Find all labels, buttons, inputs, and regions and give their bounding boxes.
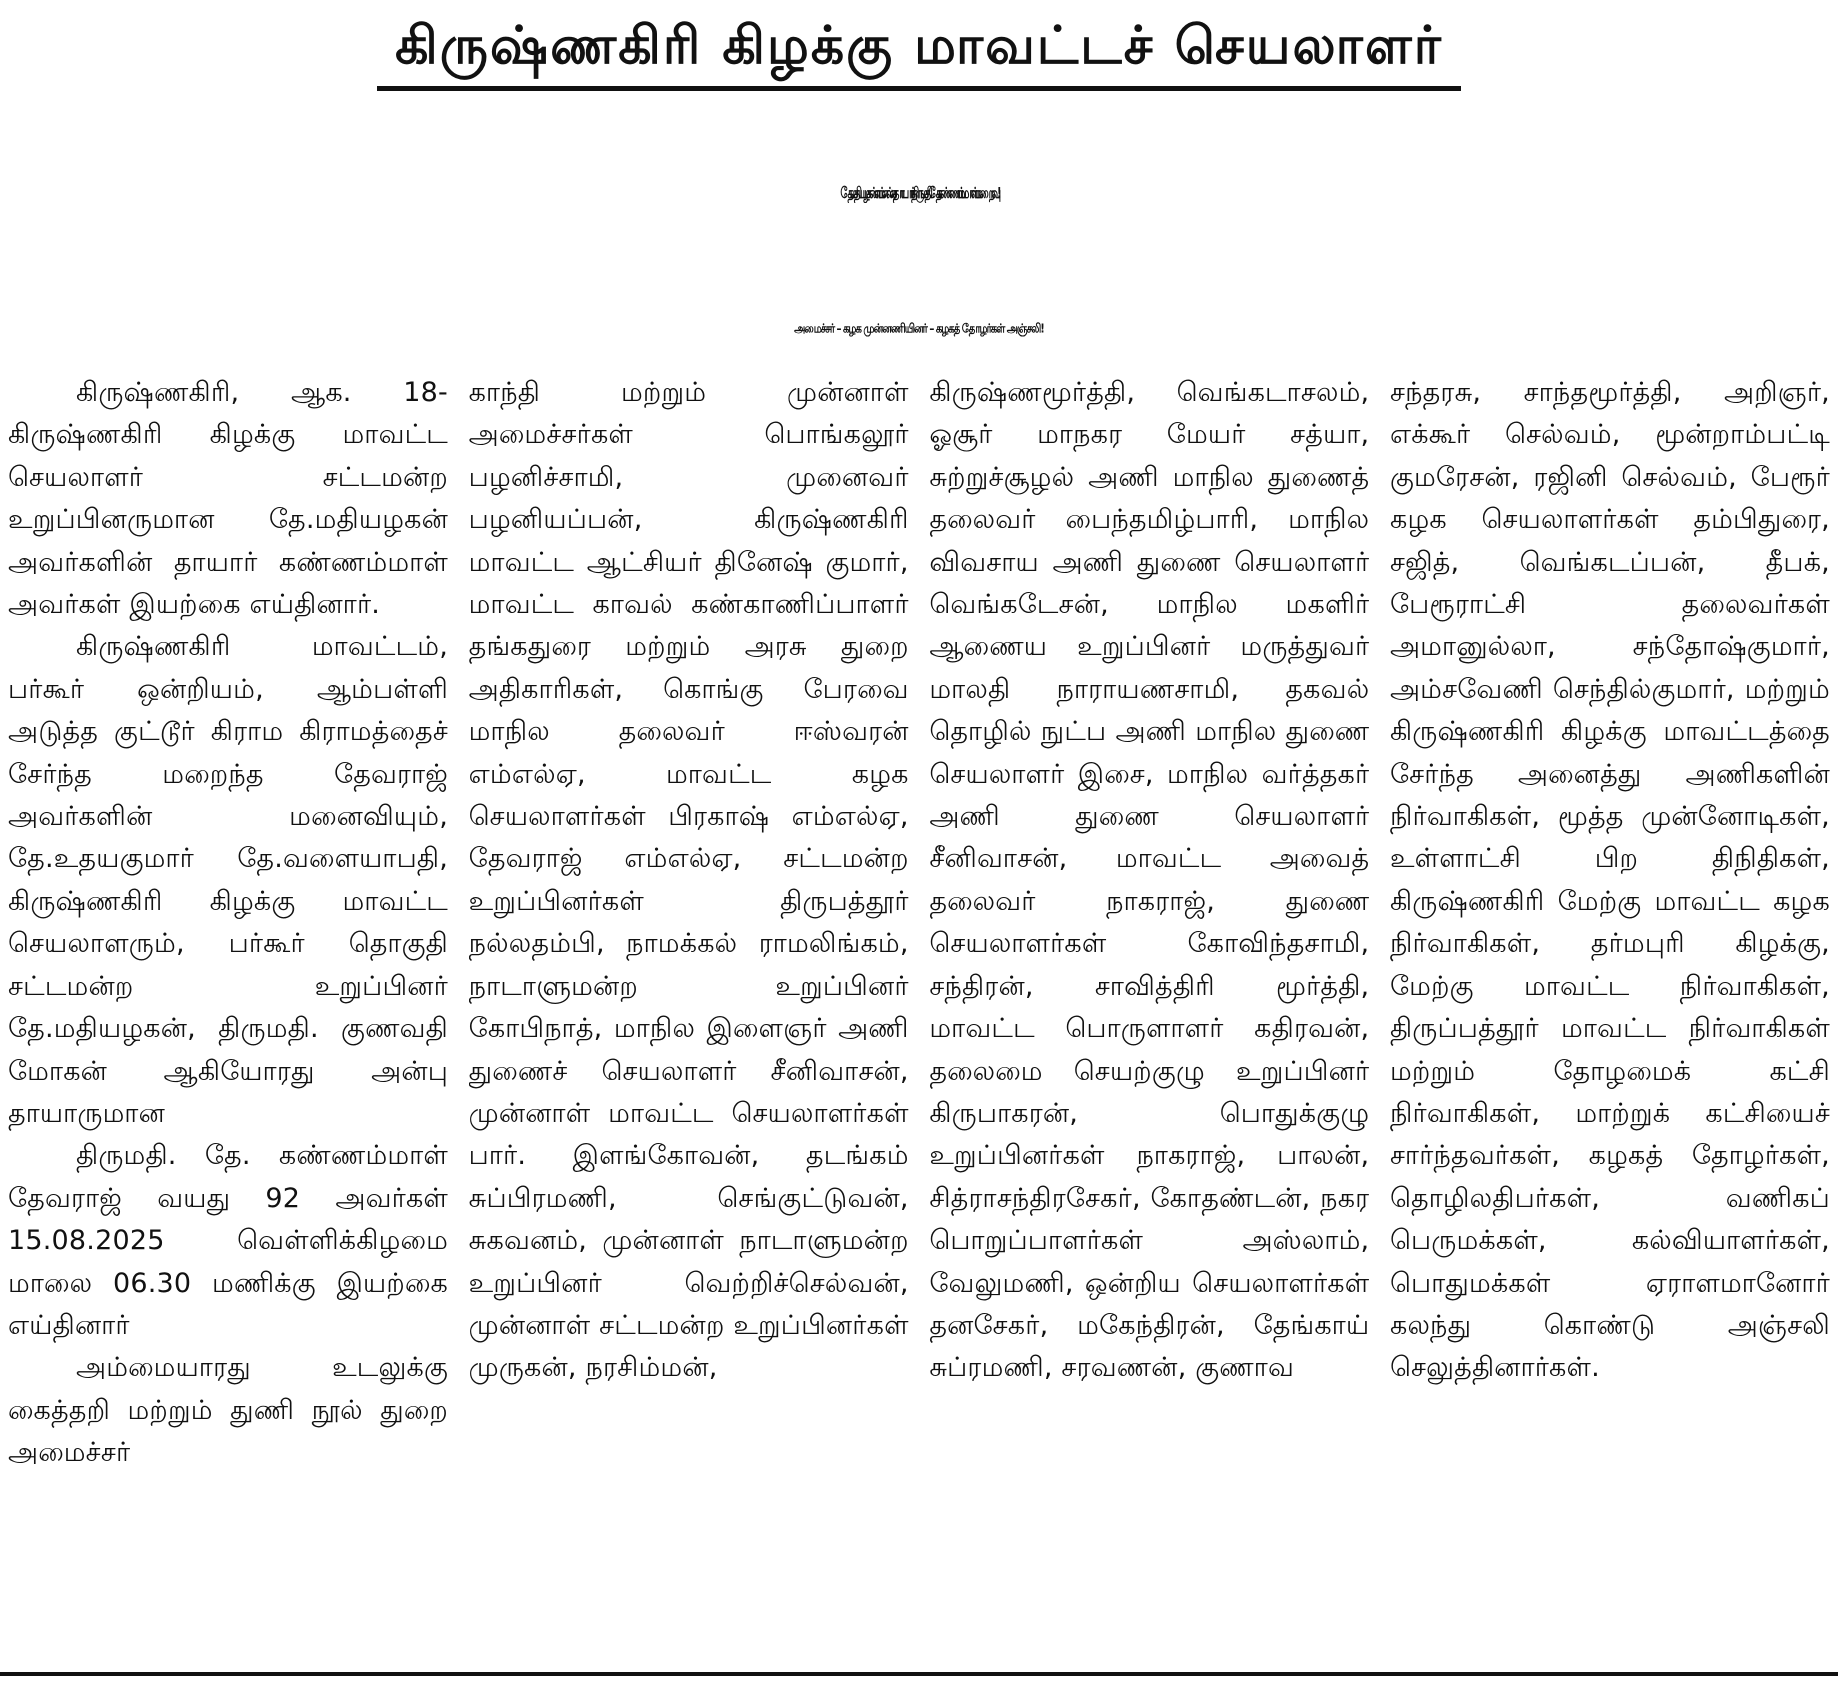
paragraph: அம்மையாரது உடலுக்கு கைத்தறி மற்றும் துணி நூல் துறை அமைச்சர் — [8, 1352, 448, 1469]
paragraph: திருமதி. தே. கண்ணம்மாள் தேவராஜ் வயது 92 அவர்கள் 15.08.2025 வெள்ளிக்கிழமை மாலை 06.30 மணிக்கு இயற்கை எய்தினார் — [8, 1140, 448, 1341]
article-column-2 — [469, 372, 909, 1660]
kicker-text: கிருஷ்ணகிரி கிழக்கு மாவட்டச் செயலாளர் — [377, 6, 1461, 91]
article-column-3 — [929, 372, 1369, 1660]
sub-headline: அமைச்சர் – கழக முன்னணியினர் – கழகத் தோழர்கள் அஞ்சலி! — [794, 322, 1044, 337]
main-headline: தே.மதியழகன் எம்.எல்.ஏ. தாயார் திருமதி.தே. கண்ணம்மாள் மறைவு! — [840, 185, 998, 203]
paragraph: கிருஷ்ணமூர்த்தி, வெங்கடாசலம், ஓசூர் மாநகர மேயர் சத்யா, சுற்றுச்சூழல் அணி மாநில துணைத் தலைவர் பைந்தமிழ்பாரி, மாநில விவசாய அணி துணை செயலாளர் வெங்கடேசன், மாநில மகளிர் ஆணைய உறுப்பினர் மருத்துவர் மாலதி நாராயணசாமி, தகவல் தொழில் நுட்ப அணி மாநில துணை செயலாளர் இசை, மாநில வர்த்தகர் அணி துணை செயலாளர் சீனிவாசன், மாவட்ட அவைத் தலைவர் நாகராஜ், துணை செயலாளர்கள் கோவிந்தசாமி, சந்திரன், சாவித்திரி மூர்த்தி, மாவட்ட பொருளாளர் கதிரவன், தலைமை செயற்குழு உறுப்பினர் கிருபாகரன், பொதுக்குழு உறுப்பினர்கள் நாகராஜ், பாலன், சித்ராசந்திரசேகர், கோதண்டன், நகர பொறுப்பாளர்கள் அஸ்லாம், வேலுமணி, ஒன்றிய செயலாளர்கள் தனசேகர், மகேந்திரன், தேங்காய் சுப்ரமணி, சரவணன், குணாவ — [929, 377, 1370, 1384]
paragraph: கிருஷ்ணகிரி, ஆக. 18- கிருஷ்ணகிரி கிழக்கு மாவட்ட செயலாளர் சட்டமன்ற உறுப்பினருமான தே.மதியழகன் அவர்களின் தாயார் கண்ணம்மாள் அவர்கள் இயற்கை எய்தினார். — [8, 377, 448, 621]
paragraph: சந்தரசு, சாந்தமூர்த்தி, அறிஞர், எக்கூர் செல்வம், மூன்றாம்பட்டி குமரேசன், ரஜினி செல்வம், பேரூர் கழக செயலாளர்கள் தம்பிதுரை, சஜித், வெங்கடப்பன், தீபக், பேரூராட்சி தலைவர்கள் அமானுல்லா, சந்தோஷ்குமார், அம்சவேணி செந்தில்குமார், மற்றும் கிருஷ்ணகிரி கிழக்கு மாவட்டத்தை சேர்ந்த அனைத்து அணிகளின் நிர்வாகிகள், மூத்த முன்னோடிகள், உள்ளாட்சி பிற திநிதிகள், கிருஷ்ணகிரி மேற்கு மாவட்ட கழக நிர்வாகிகள், தர்மபுரி கிழக்கு, மேற்கு மாவட்ட நிர்வாகிகள், திருப்பத்தூர் மாவட்ட நிர்வாகிகள் மற்றும் தோழமைக் கட்சி நிர்வாகிகள், மாற்றுக் கட்சியைச் சார்ந்தவர்கள், கழகத் தோழர்கள், தொழிலதிபர்கள், வணிகப் பெருமக்கள், கல்வியாளர்கள், பொதுமக்கள் ஏராளமானோர் கலந்து கொண்டு அஞ்சலி செலுத்தினார்கள். — [1389, 377, 1830, 1384]
article-body — [8, 372, 1830, 1660]
paragraph: கிருஷ்ணகிரி மாவட்டம், பர்கூர் ஒன்றியம், ஆம்பள்ளி அடுத்த குட்டூர் கிராம கிராமத்தைச் சேர்ந்த மறைந்த தேவராஜ் அவர்களின் மனைவியும், தே.உதயகுமார் தே.வளையாபதி, கிருஷ்ணகிரி கிழக்கு மாவட்ட செயலாளரும், பர்கூர் தொகுதி சட்டமன்ற உறுப்பினர் தே.மதியழகன், திருமதி. குணவதி மோகன் ஆகியோரது அன்பு தாயாருமான — [8, 631, 448, 1129]
article-column-4 — [1390, 372, 1830, 1660]
bottom-rule — [0, 1672, 1838, 1676]
article-column-1 — [8, 372, 448, 1660]
paragraph: காந்தி மற்றும் முன்னாள் அமைச்சர்கள் பொங்கலூர் பழனிச்சாமி, முனைவர் பழனியப்பன், கிருஷ்ணகிரி மாவட்ட ஆட்சியர் தினேஷ் குமார், மாவட்ட காவல் கண்காணிப்பாளர் தங்கதுரை மற்றும் அரசு துறை அதிகாரிகள், கொங்கு பேரவை மாநில தலைவர் ஈஸ்வரன் எம்எல்ஏ, மாவட்ட கழக செயலாளர்கள் பிரகாஷ் எம்எல்ஏ, தேவராஜ் எம்எல்ஏ, சட்டமன்ற உறுப்பினர்கள் திருபத்தூர் நல்லதம்பி, நாமக்கல் ராமலிங்கம், நாடாளுமன்ற உறுப்பினர் கோபிநாத், மாநில இளைஞர் அணி துணைச் செயலாளர் சீனிவாசன், முன்னாள் மாவட்ட செயலாளர்கள் பார். இளங்கோவன், தடங்கம் சுப்பிரமணி, செங்குட்டுவன், சுகவனம், முன்னாள் நாடாளுமன்ற உறுப்பினர் வெற்றிச்செல்வன், முன்னாள் சட்டமன்ற உறுப்பினர்கள் முருகன், நரசிம்மன், — [468, 377, 909, 1384]
